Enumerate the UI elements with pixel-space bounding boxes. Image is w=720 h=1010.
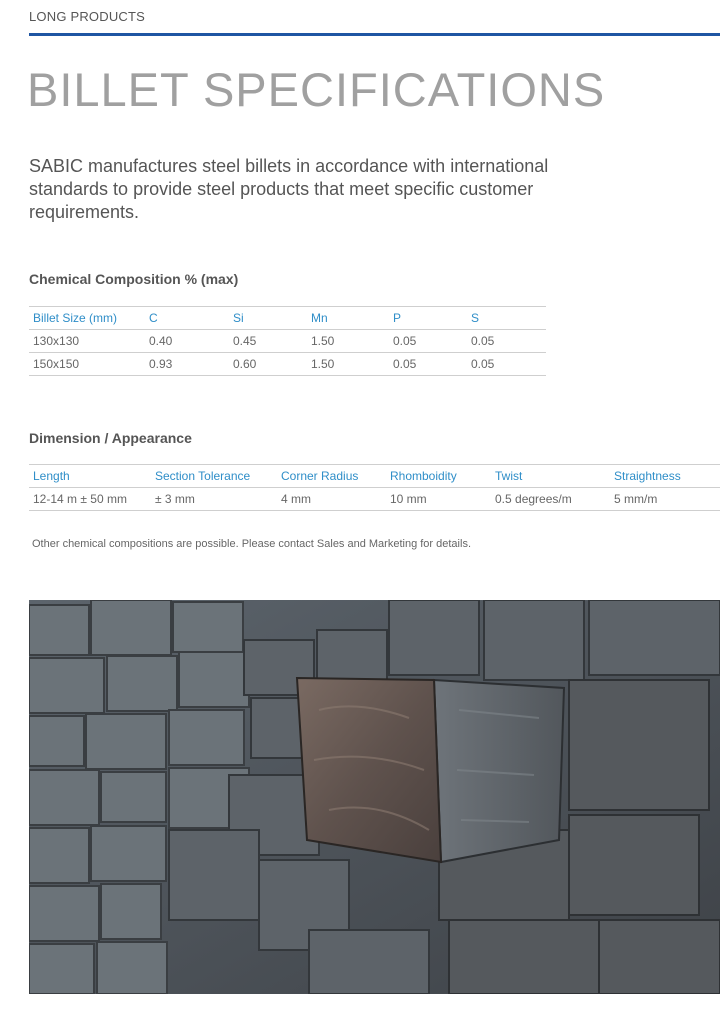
table-row [29, 488, 720, 511]
table-row [29, 330, 546, 353]
column-header: Section Tolerance [151, 465, 277, 488]
intro-paragraph: SABIC manufactures steel billets in accordance with international standards to provide steel products that meet specific customer requirements. [29, 156, 549, 222]
column-header: C [145, 307, 229, 330]
table-cell: 10 mm [386, 488, 491, 511]
chemical-composition-heading: Chemical Composition % (max) [29, 271, 239, 287]
page-title: BILLET SPECIFICATIONS [27, 63, 606, 116]
steel-billets-illustration [29, 600, 720, 994]
chemical-composition-table [29, 306, 546, 376]
column-header: Si [229, 307, 307, 330]
table-cell: 0.93 [145, 353, 229, 376]
table-cell: 0.05 [389, 330, 467, 353]
table-cell: 0.5 degrees/m [491, 488, 610, 511]
column-header: S [467, 307, 546, 330]
table-cell: 1.50 [307, 330, 389, 353]
table-cell: 0.40 [145, 330, 229, 353]
dimension-appearance-table [29, 464, 720, 511]
dimension-appearance-heading: Dimension / Appearance [29, 430, 192, 446]
column-header: Billet Size (mm) [29, 307, 145, 330]
column-header: Corner Radius [277, 465, 386, 488]
table-cell: 0.05 [467, 330, 546, 353]
footnote: Other chemical compositions are possible. Please contact Sales and Marketing for details. [32, 538, 471, 550]
table-cell: 12-14 m ± 50 mm [29, 488, 151, 511]
table-header-row [29, 465, 720, 488]
column-header: Twist [491, 465, 610, 488]
table-cell: 0.45 [229, 330, 307, 353]
header-rule [29, 33, 720, 36]
column-header: Length [29, 465, 151, 488]
table-header-row [29, 307, 546, 330]
column-header: P [389, 307, 467, 330]
column-header: Mn [307, 307, 389, 330]
table-cell: 5 mm/m [610, 488, 720, 511]
column-header: Rhomboidity [386, 465, 491, 488]
steel-billets-photo [29, 600, 720, 994]
table-cell: 0.05 [467, 353, 546, 376]
table-cell: ± 3 mm [151, 488, 277, 511]
table-cell: 1.50 [307, 353, 389, 376]
table-cell: 0.05 [389, 353, 467, 376]
table-cell: 4 mm [277, 488, 386, 511]
section-label: LONG PRODUCTS [29, 9, 146, 24]
table-cell: 130x130 [29, 330, 145, 353]
table-cell: 0.60 [229, 353, 307, 376]
table-row [29, 353, 546, 376]
table-cell: 150x150 [29, 353, 145, 376]
column-header: Straightness [610, 465, 720, 488]
